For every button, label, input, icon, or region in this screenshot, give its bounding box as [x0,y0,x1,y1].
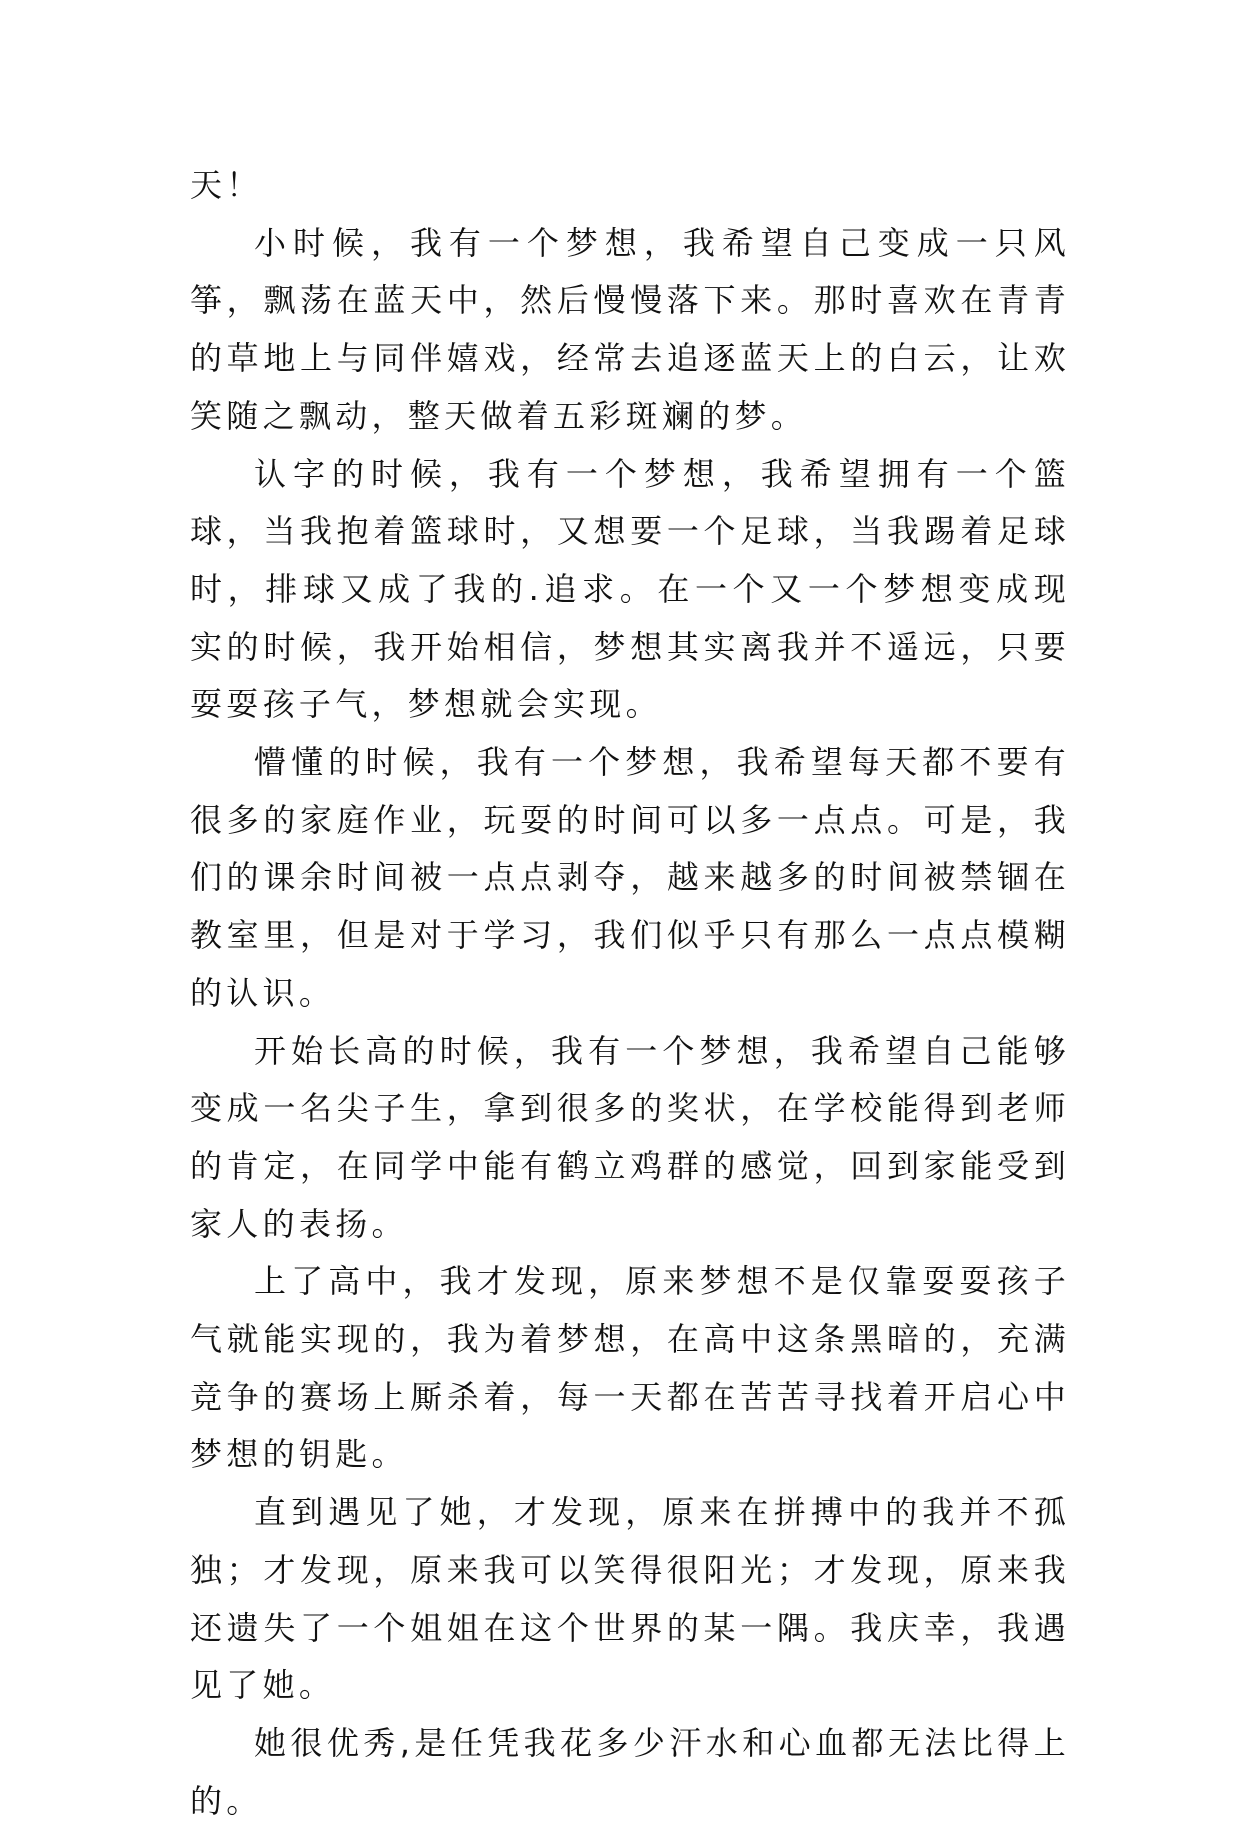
document-body [190,157,1070,1830]
paragraph-ignorant-years: 懵懂的时候，我有一个梦想，我希望每天都不要有很多的家庭作业，玩耍的时间可以多一点点。可是，我们的课余时间被一点点剥夺，越来越多的时间被禁锢在教室里，但是对于学习，我们似乎只有那么一点点模糊的认识。 [190,743,1070,1012]
paragraph-meeting-her: 直到遇见了她，才发现，原来在拼搏中的我并不孤独；才发现，原来我可以笑得很阳光；才发现，原来我还遗失了一个姐姐在这个世界的某一隅。我庆幸，我遇见了她。 [190,1493,1070,1705]
paragraph-childhood-kite: 小时候，我有一个梦想，我希望自己变成一只风筝，飘荡在蓝天中，然后慢慢落下来。那时喜欢在青青的草地上与同伴嬉戏，经常去追逐蓝天上的白云，让欢笑随之飘动，整天做着五彩斑斓的梦。 [190,223,1070,435]
paragraph-continuation: 天！ [190,166,263,204]
paragraph-learning-characters: 认字的时候，我有一个梦想，我希望拥有一个篮球，当我抱着篮球时，又想要一个足球，当我踢着足球时，排球又成了我的.追求。在一个又一个梦想变成现实的时候，我开始相信，梦想其实离我并不遥远，只要耍耍孩子气，梦想就会实现。 [190,454,1070,724]
paragraph-growing-taller: 开始长高的时候，我有一个梦想，我希望自己能够变成一名尖子生，拿到很多的奖状，在学校能得到老师的肯定，在同学中能有鹤立鸡群的感觉，回到家能受到家人的表扬。 [190,1031,1070,1243]
paragraph-high-school: 上了高中，我才发现，原来梦想不是仅靠耍耍孩子气就能实现的，我为着梦想，在高中这条黑暗的，充满竞争的赛场上厮杀着，每一天都在苦苦寻找着开启心中梦想的钥匙。 [190,1262,1070,1474]
paragraph-she-excels: 她很优秀,是任凭我花多少汗水和心血都无法比得上的。 [190,1723,1070,1820]
